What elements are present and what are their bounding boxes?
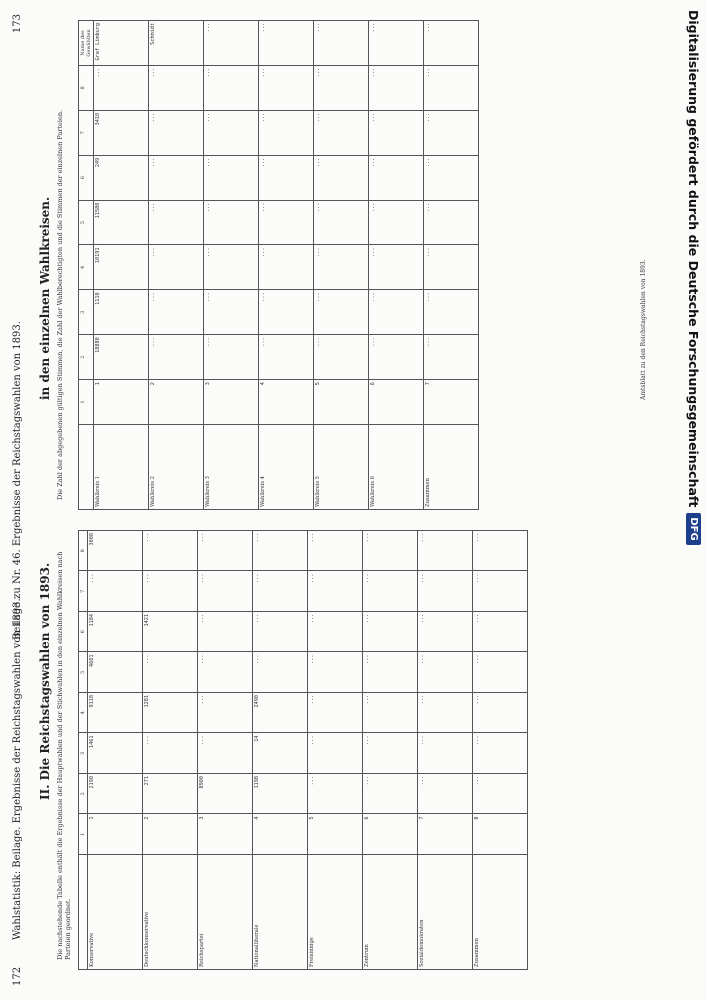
table-cell: ... xyxy=(259,66,314,111)
table-cell: ... xyxy=(259,245,314,290)
table-cell: ... xyxy=(204,155,259,200)
table-cell: 4 xyxy=(253,814,308,855)
table-cell: ... xyxy=(424,66,479,111)
table-cell: ... xyxy=(369,155,424,200)
table-cell: ... xyxy=(253,531,308,572)
table-cell: ... xyxy=(198,571,253,612)
table-cell: 1 xyxy=(88,814,143,855)
column-header: 8 xyxy=(79,66,94,111)
column-header: 4 xyxy=(79,245,94,290)
column-header: 8 xyxy=(79,531,88,572)
table-cell: ... xyxy=(204,290,259,335)
column-header: 6 xyxy=(79,155,94,200)
table-cell: ... xyxy=(363,612,418,653)
table-cell: ... xyxy=(204,245,259,290)
table-cell: 5 xyxy=(308,814,363,855)
table-cell: 18880 xyxy=(94,335,149,380)
page-number-right: 173 xyxy=(12,14,23,34)
table-cell: ... xyxy=(418,774,473,815)
table-row xyxy=(314,21,369,510)
table-cell: ... xyxy=(369,200,424,245)
row-label: Wahlkreis 5 xyxy=(314,425,369,510)
table-cell: ... xyxy=(204,66,259,111)
table-cell: ... xyxy=(418,531,473,572)
table-cell: ... xyxy=(149,245,204,290)
table-cell: 1184 xyxy=(88,612,143,653)
table-cell: ... xyxy=(198,531,253,572)
table-cell: ... xyxy=(314,21,369,66)
table-cell: ... xyxy=(473,571,528,612)
running-title-left: Wahlstatistik: Beilage. Ergebnisse der Reichstagswahlen von 1893. xyxy=(12,598,23,940)
table-cell: ... xyxy=(143,571,198,612)
table-cell: ... xyxy=(424,245,479,290)
table-cell: Schmidt xyxy=(149,21,204,66)
column-header: 1 xyxy=(79,380,94,425)
column-header: 5 xyxy=(79,652,88,693)
table-cell: ... xyxy=(149,335,204,380)
table-cell: ... xyxy=(253,612,308,653)
table-cell: ... xyxy=(308,652,363,693)
table-cell: ... xyxy=(314,155,369,200)
table-cell: ... xyxy=(363,652,418,693)
table-cell: ... xyxy=(424,110,479,155)
table-cell: ... xyxy=(259,21,314,66)
digitization-credit xyxy=(683,10,705,990)
column-header: 1 xyxy=(79,814,88,855)
table-cell: ... xyxy=(314,335,369,380)
table-cell: 2 xyxy=(149,380,204,425)
table-cell: ... xyxy=(424,155,479,200)
row-label: Reichspartei xyxy=(198,855,253,970)
table-cell: 14 xyxy=(253,733,308,774)
row-label: Zusammen xyxy=(473,855,528,970)
table-cell: 8900 xyxy=(198,774,253,815)
table-cell: ... xyxy=(149,155,204,200)
table-row xyxy=(94,21,149,510)
table-cell: ... xyxy=(418,571,473,612)
table-cell: ... xyxy=(369,335,424,380)
table-cell: ... xyxy=(363,733,418,774)
column-header: 7 xyxy=(79,571,88,612)
table-cell: ... xyxy=(308,571,363,612)
table-cell: ... xyxy=(363,774,418,815)
table-cell: ... xyxy=(418,733,473,774)
table-cell: 1 xyxy=(94,380,149,425)
table-cell: ... xyxy=(424,335,479,380)
table-cell: ... xyxy=(424,290,479,335)
table-cell: 2190 xyxy=(88,774,143,815)
table-cell: 1110 xyxy=(94,290,149,335)
table-cell: 1461 xyxy=(88,733,143,774)
table-cell: ... xyxy=(143,531,198,572)
table-cell: ... xyxy=(418,652,473,693)
table-row xyxy=(259,21,314,510)
table-cell: ... xyxy=(204,200,259,245)
row-label: Freisinnige xyxy=(308,855,363,970)
table-cell: ... xyxy=(149,110,204,155)
table-cell: ... xyxy=(198,693,253,734)
intro-right: Die Zahl der abgegebenen gültigen Stimmen, die Zahl der Wahlberechtigten und die Stimmen der einzelnen Parteien. xyxy=(56,109,64,500)
page-number-left: 172 xyxy=(12,966,23,986)
column-header: 3 xyxy=(79,290,94,335)
table-cell: ... xyxy=(198,612,253,653)
table-row xyxy=(88,531,143,970)
table-cell: 9118 xyxy=(88,693,143,734)
table-cell: ... xyxy=(259,335,314,380)
table-header-row xyxy=(79,21,94,510)
table-cell: 4 xyxy=(259,380,314,425)
intro-left: Die nachstehende Tabelle enthält die Ergebnisse der Hauptwahlen und der Stichwahlen in den einzelnen Wahlkreisen nach Parteien geordnet. xyxy=(56,551,72,960)
table-cell: ... xyxy=(149,290,204,335)
table-row xyxy=(149,21,204,510)
table-cell: ... xyxy=(473,531,528,572)
table-cell: ... xyxy=(363,531,418,572)
table-cell: 5 xyxy=(314,380,369,425)
row-label: Wahlkreis 4 xyxy=(259,425,314,510)
table-cell: ... xyxy=(308,693,363,734)
column-header xyxy=(79,425,94,510)
table-row xyxy=(308,531,363,970)
table-cell: ... xyxy=(473,693,528,734)
column-header xyxy=(79,855,88,970)
table-cell: 1421 xyxy=(143,612,198,653)
table-cell: 3 xyxy=(198,814,253,855)
table-cell: ... xyxy=(308,531,363,572)
footnote: Amtsblatt zu den Reichstagswahlen von 1893. xyxy=(640,259,647,400)
row-label: Zusammen xyxy=(424,425,479,510)
row-label: Nationalliberale xyxy=(253,855,308,970)
table-cell: ... xyxy=(424,200,479,245)
table-cell: ... xyxy=(369,66,424,111)
table-cell: ... xyxy=(314,200,369,245)
table-row xyxy=(369,21,424,510)
table-cell: 6 xyxy=(363,814,418,855)
table-row xyxy=(253,531,308,970)
table-row xyxy=(473,531,528,970)
table-cell: ... xyxy=(198,652,253,693)
row-label: Deutschkonservative xyxy=(143,855,198,970)
column-header: 5 xyxy=(79,200,94,245)
row-label: Wahlkreis 1 xyxy=(94,425,149,510)
table-row xyxy=(198,531,253,970)
table-cell: 3410 xyxy=(94,110,149,155)
table-cell: ... xyxy=(253,571,308,612)
table-cell: ... xyxy=(308,774,363,815)
table-cell: ... xyxy=(253,652,308,693)
column-header: Name des Gewählten xyxy=(79,21,94,66)
table-cell: ... xyxy=(369,290,424,335)
table-row xyxy=(363,531,418,970)
table-cell: 271 xyxy=(143,774,198,815)
column-header: 6 xyxy=(79,612,88,653)
row-label: Sozialdemokraten xyxy=(418,855,473,970)
table-cell: 11580 xyxy=(94,200,149,245)
table-cell: ... xyxy=(88,571,143,612)
column-header: 4 xyxy=(79,693,88,734)
table-cell: Graf Limburg xyxy=(94,21,149,66)
table-cell: ... xyxy=(94,66,149,111)
running-title-center: Beilage zu Nr. 46. Ergebnisse der Reichstagswahlen von 1893. xyxy=(12,321,23,640)
table-cell: ... xyxy=(369,110,424,155)
table-cell: ... xyxy=(143,733,198,774)
table-header-row xyxy=(79,531,88,970)
section-title-right: in den einzelnen Wahlkreisen. xyxy=(38,196,52,400)
table-row xyxy=(424,21,479,510)
table-cell: ... xyxy=(314,290,369,335)
table-cell: 249 xyxy=(94,155,149,200)
table-cell: ... xyxy=(473,652,528,693)
row-label: Wahlkreis 3 xyxy=(204,425,259,510)
table-cell: ... xyxy=(149,66,204,111)
column-header: 7 xyxy=(79,110,94,155)
table-cell: 6 xyxy=(369,380,424,425)
table-cell: 1198 xyxy=(253,774,308,815)
table-cell: 1281 xyxy=(143,693,198,734)
table-cell: 10191 xyxy=(94,245,149,290)
table-cell: 3 xyxy=(204,380,259,425)
column-header: 3 xyxy=(79,733,88,774)
table-cell: ... xyxy=(369,21,424,66)
table-cell: ... xyxy=(473,774,528,815)
table-row xyxy=(204,21,259,510)
table-cell: ... xyxy=(363,693,418,734)
table-cell: 3000 xyxy=(88,531,143,572)
table-cell: ... xyxy=(473,612,528,653)
table-cell: ... xyxy=(424,21,479,66)
table-cell: ... xyxy=(198,733,253,774)
left-statistics-table xyxy=(78,530,528,970)
table-cell: ... xyxy=(369,245,424,290)
row-label: Zentrum xyxy=(363,855,418,970)
table-cell: ... xyxy=(314,110,369,155)
credit-text: Digitalisierung gefördert durch die Deutsche Forschungsgemeinschaft xyxy=(686,10,702,508)
table-cell: 4601 xyxy=(88,652,143,693)
table-cell: ... xyxy=(204,21,259,66)
table-cell: ... xyxy=(259,155,314,200)
row-label: Konservative xyxy=(88,855,143,970)
table-cell: ... xyxy=(314,245,369,290)
table-cell: ... xyxy=(204,335,259,380)
table-cell: ... xyxy=(204,110,259,155)
column-header: 2 xyxy=(79,774,88,815)
table-cell: ... xyxy=(259,110,314,155)
table-cell: ... xyxy=(143,652,198,693)
table-cell: 2490 xyxy=(253,693,308,734)
table-cell: ... xyxy=(418,612,473,653)
table-cell: ... xyxy=(259,290,314,335)
table-cell: 8 xyxy=(473,814,528,855)
table-cell: ... xyxy=(314,66,369,111)
table-cell: ... xyxy=(363,571,418,612)
row-label: Wahlkreis 2 xyxy=(149,425,204,510)
right-statistics-table xyxy=(78,20,479,510)
table-row xyxy=(143,531,198,970)
dfg-logo: DFG xyxy=(687,513,702,544)
table-cell: 7 xyxy=(424,380,479,425)
row-label: Wahlkreis 6 xyxy=(369,425,424,510)
table-cell: 7 xyxy=(418,814,473,855)
table-cell: ... xyxy=(473,733,528,774)
table-cell: ... xyxy=(418,693,473,734)
section-title-left: II. Die Reichstagswahlen von 1893. xyxy=(38,562,52,800)
table-cell: 2 xyxy=(143,814,198,855)
table-cell: ... xyxy=(149,200,204,245)
table-row xyxy=(418,531,473,970)
table-cell: ... xyxy=(308,612,363,653)
column-header: 2 xyxy=(79,335,94,380)
table-cell: ... xyxy=(259,200,314,245)
table-cell: ... xyxy=(308,733,363,774)
